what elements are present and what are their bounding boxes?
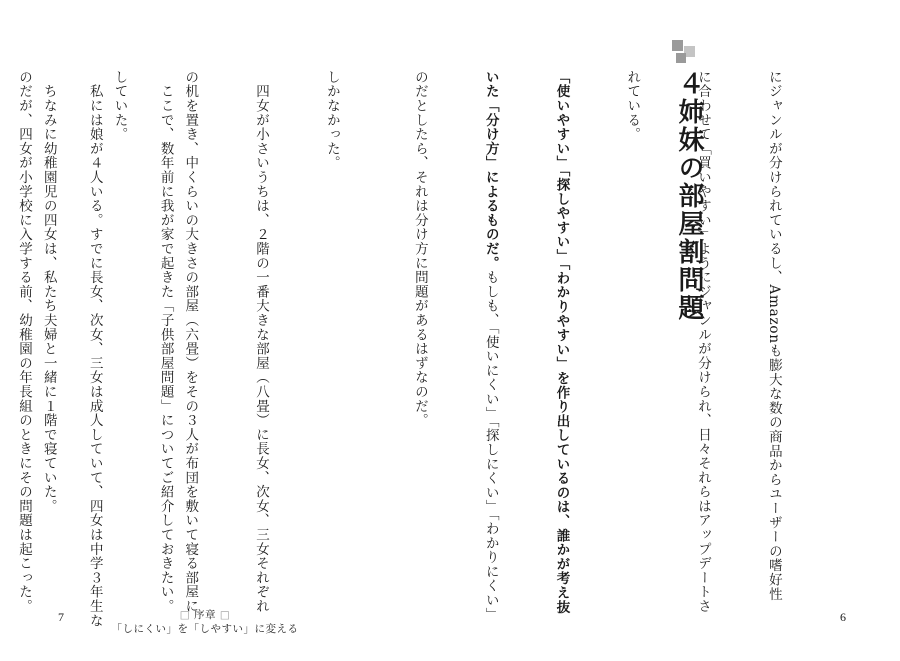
text-line: ちなみに幼稚園児の四女は、私たち夫婦と一緒に１階で寝ていた。 [40, 70, 57, 514]
square-marker-icon: □ [219, 609, 231, 621]
text-line: にジャンルが分けられているし、Amazonも膨大な数の商品からユーザーの嗜好性 [765, 70, 782, 602]
text-line: 私には娘が４人いる。すでに長女、次女、三女は成人していて、四女は中学３年生な [86, 70, 103, 628]
text-line: ここで、数年前に我が家で起きた「子供部屋問題」についてご紹介しておきたい。 [157, 70, 174, 614]
text-line: れている。 [624, 70, 641, 142]
text-line: していた。 [111, 70, 128, 142]
page-number: 6 [840, 610, 846, 624]
running-title [95, 608, 315, 636]
emphasis-line: いた「分け方」によるものだ。 [482, 70, 499, 271]
chapter-heading: ４姉妹の部屋割問題 [674, 70, 704, 322]
text-line: のだとしたら、それは分け方に問題があるはずなのだ。 [411, 70, 428, 428]
text-line: の机を置き、中くらいの大きさの部屋（六畳）をその３人が布団を敷いて寝る部屋に [182, 70, 199, 614]
emphasis-line: 「使いやすい」「探しやすい」「わかりやすい」を作り出しているのは、誰かが考え抜 [553, 70, 570, 615]
page-number: 7 [58, 610, 64, 624]
text-line: もしも、「使いにくい」「探しにくい」「わかりにくい」 [482, 270, 499, 622]
text-line: に合わせて「買いやすい」ようにジャンルが分けられ、日々それらはアップデートさ [695, 70, 712, 614]
text-line: のだが、四女が小学校に入学する前、幼稚園の年長組のときにその問題は起こった。 [16, 70, 32, 614]
running-title-text: 「しにくい」を「しやすい」に変える [111, 623, 299, 635]
square-marker-icon: □ [179, 609, 191, 621]
running-title-chapter: 序章 [194, 609, 216, 621]
text-line: しかなかった。 [323, 70, 340, 171]
text-line: 四女が小さいうちは、２階の一番大きな部屋（八畳）に長女、次女、三女それぞれ [253, 70, 270, 614]
